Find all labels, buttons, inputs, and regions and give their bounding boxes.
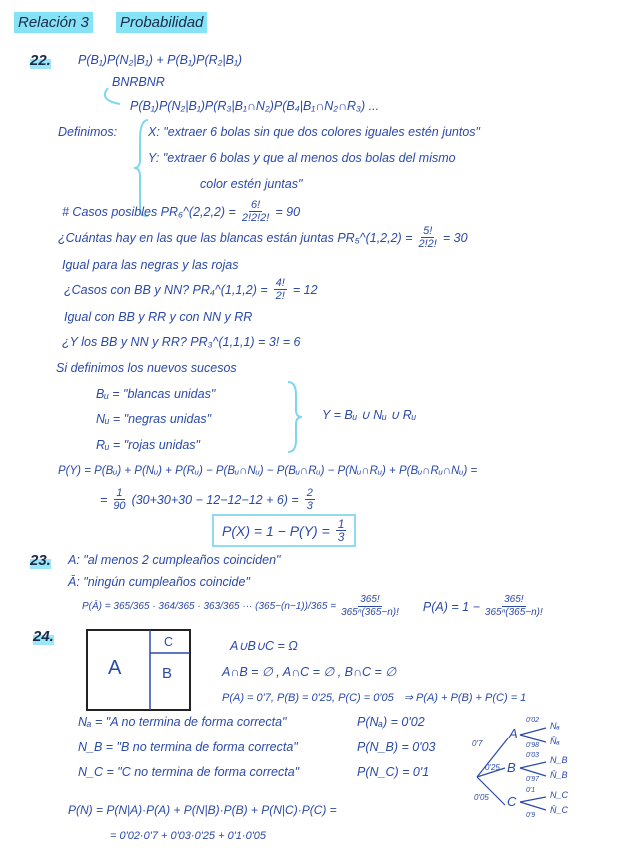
arrow-icon (105, 88, 120, 104)
event-a: A: "al menos 2 cumpleaños coinciden" (68, 553, 281, 567)
p-a-bar: P(Ā) = 365/365 · 364/365 · 363/365 ··· (365−(n−1))/365 = (82, 600, 337, 612)
def-nu: Nᵤ = "negras unidas" (96, 412, 212, 426)
venn-c: C (164, 635, 174, 649)
casos-row (62, 199, 300, 224)
px-answer: P(X) = 1 − P(Y) = (222, 522, 330, 539)
p-nb: P(N_B) = 0'03 (357, 740, 436, 754)
p22-line2: P(B₁)P(N₂|B₁)P(R₃|B₁∩N₂)P(B₄|B₁∩N₂∩R₃) ... (130, 99, 380, 113)
def-x: X: "extraer 6 bolas sin que dos colores iguales estén juntos" (148, 125, 480, 139)
py2-result: $\frac{2}{3}$ (306, 487, 313, 512)
casos-bb-nn: ¿Casos con BB y NN? PR₄^(1,1,2) = (64, 282, 268, 297)
todos-juntos: ¿Y los BB y NN y RR? PR₃^(1,1,1) = 3! = 6 (62, 335, 301, 349)
p-n-values: = 0'02·0'7 + 0'03·0'25 + 0'1·0'05 (110, 830, 267, 842)
venn-b: B (162, 665, 173, 682)
probabilities: P(A) = 0'7, P(B) = 0'25, P(C) = 0'05 (222, 692, 394, 704)
blancas-juntas: ¿Cuántas hay en las que las blancas están juntas PR₅^(1,2,2) = (58, 230, 413, 245)
p22-line1: P(B₁)P(N₂|B₁) + P(B₁)P(R₂|B₁) (78, 53, 243, 67)
def-y: Y: "extraer 6 bolas y que al menos dos bolas del mismo (148, 151, 456, 165)
definimos-label: Definimos: (58, 125, 118, 139)
py2-eq: = (100, 492, 108, 507)
sum-one: ⇒ P(A) + P(B) + P(C) = 1 (403, 692, 527, 704)
casos-result: = 90 (275, 204, 301, 219)
y-union: Y = Bᵤ ∪ Nᵤ ∪ Rᵤ (322, 408, 417, 422)
blancas-result: = 30 (442, 230, 468, 245)
event-a-bar: Ā: "ningún cumpleaños coincide" (68, 575, 250, 589)
py2-fraction: $\frac{1}{90}$ (113, 487, 126, 512)
venn-a: A (108, 657, 122, 679)
igual-negras-rojas: Igual para las negras y las rojas (62, 258, 239, 272)
bbnn-result: = 12 (292, 282, 318, 297)
p-n-formula: P(N) = P(N|A)·P(A) + P(N|B)·P(B) + P(N|C)·P(C) = (68, 803, 337, 817)
problem-23-number: 23. (30, 552, 51, 569)
casos-posibles: # Casos posibles PR₆^(2,2,2) = (62, 204, 236, 219)
p-a-bar-fraction: $\frac{365!}{\text{365ⁿ(365−n)!}}$ (341, 594, 399, 618)
def-nc: N_C = "C no termina de forma correcta" (78, 765, 300, 779)
def-bu: Bᵤ = "blancas unidas" (96, 387, 216, 401)
py-expansion: P(Y) = P(Bᵤ) + P(Nᵤ) + P(Rᵤ) − P(Bᵤ∩Nᵤ) − P(Bᵤ∩Rᵤ) − P(Nᵤ∩Rᵤ) + P(Bᵤ∩Rᵤ∩Nᵤ) = (58, 465, 478, 477)
blancas-row (58, 225, 468, 250)
venn-box (87, 630, 190, 710)
right-brace (288, 382, 302, 452)
py2-row (100, 487, 315, 512)
union-omega: A∪B∪C = Ω (230, 639, 298, 653)
def-na: Nₐ = "A no termina de forma correcta" (78, 715, 287, 729)
topic-title: Probabilidad (116, 12, 207, 33)
p22-sequence: BNRBNR (112, 75, 165, 89)
px-answer-box (212, 514, 356, 547)
bbnn-row (64, 277, 318, 302)
problem-24-number: 24. (33, 628, 54, 645)
px-fraction: $\frac{1}{3}$ (337, 517, 345, 544)
p-a: P(A) = 1 − (422, 599, 480, 614)
p-a-fraction: $\frac{365!}{\text{365ⁿ(365−n)!}}$ (484, 594, 543, 618)
p-nc: P(N_C) = 0'1 (357, 765, 430, 779)
p-na: P(Nₐ) = 0'02 (357, 715, 425, 729)
py2-sum: (30+30+30 − 12−12−12 + 6) = (131, 492, 299, 507)
def-ru: Rᵤ = "rojas unidas" (96, 438, 200, 452)
bbnn-fraction: $\frac{4!}{2!}$ (275, 277, 285, 302)
problem-22-number: 22. (30, 52, 51, 69)
casos-fraction: $\frac{6!}{2!2!2!}$ (241, 199, 270, 224)
def-y-cont: color estén juntas" (200, 177, 303, 191)
blancas-fraction: $\frac{5!}{2!2!}$ (418, 225, 437, 250)
disjoint-sets: A∩B = ∅ , A∩C = ∅ , B∩C = ∅ (222, 665, 397, 679)
relation-title: Relación 3 (14, 12, 93, 33)
def-nb: N_B = "B no termina de forma correcta" (78, 740, 298, 754)
igual-bb-rr: Igual con BB y RR y con NN y RR (64, 310, 253, 324)
p23-probability-row (82, 594, 543, 619)
nuevos-sucesos: Si definimos los nuevos sucesos (56, 361, 237, 375)
probabilities-row (222, 690, 526, 706)
